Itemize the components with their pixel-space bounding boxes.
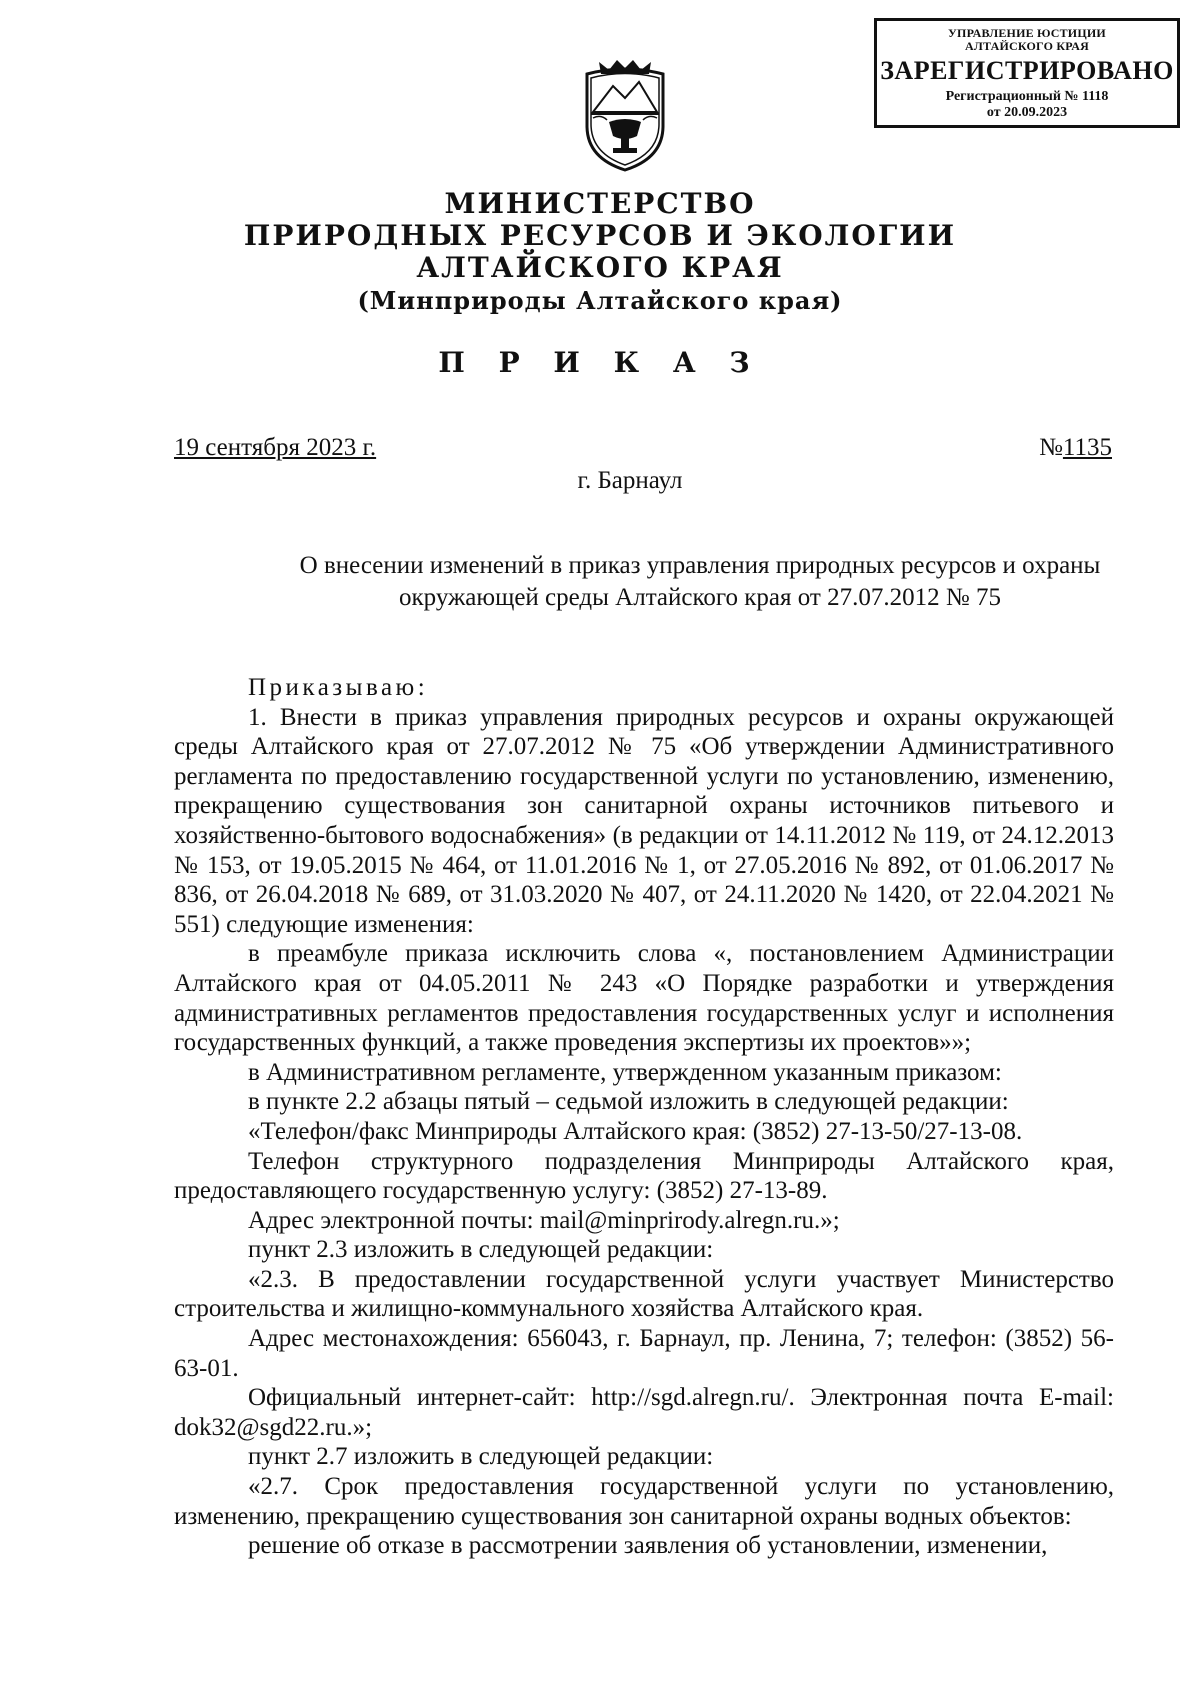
stamp-reg-date: от 20.09.2023 bbox=[986, 105, 1068, 120]
stamp-reg-number: Регистрационный № 1118 bbox=[945, 89, 1109, 104]
body-paragraph: 1. Внести в приказ управления природных ресурсов и охраны окружающей среды Алтайского края от 27.07.2012 № 75 «Об утверждении Административного регламента по предоставлению государственной услуги по установлению, изменению, прекращению существования зон санитарной охраны источников питьевого и хозяйственно-бытового водоснабжения» (в редакции от 14.11.2012 № 119, от 24.12.2013 № 153, от 19.05.2015 № 464, от 11.01.2016 № 1, от 27.05.2016 № 892, от 01.06.2017 № 836, от 26.04.2018 № 689, от 31.03.2020 № 407, от 24.11.2020 № 1420, от 22.04.2021 № 551) следующие изменения: bbox=[174, 703, 1114, 938]
document-city: г. Барнаул bbox=[577, 467, 683, 494]
body-paragraph: в Административном регламенте, утвержденном указанным приказом: bbox=[248, 1058, 1002, 1086]
document-body bbox=[174, 673, 1114, 1561]
document-number bbox=[1039, 434, 1112, 462]
body-paragraph: в преамбуле приказа исключить слова «, постановлением Администрации Алтайского края от 04.05.2011 № 243 «О Порядке разработки и утверждения административных регламентов предоставления государственных услуг и исполнения государственных функций, а также проведения экспертизы их проектов»»; bbox=[174, 940, 1114, 1057]
number-sign: № bbox=[1039, 434, 1063, 461]
body-paragraph: Адрес электронной почты: mail@minprirody.alregn.ru.»; bbox=[248, 1206, 840, 1234]
stamp-status: ЗАРЕГИСТРИРОВАНО bbox=[880, 56, 1174, 85]
ministry-name-line1: МИНИСТЕРСТВО bbox=[444, 187, 756, 220]
coat-of-arms-icon bbox=[579, 56, 671, 176]
subject-line2: окружающей среды Алтайского края от 27.07.2012 № 75 bbox=[399, 584, 1001, 611]
document-type: П Р И К А З bbox=[438, 346, 762, 379]
ministry-name-line3: АЛТАЙСКОГО КРАЯ bbox=[416, 251, 784, 284]
body-intro: Приказываю: bbox=[248, 674, 429, 701]
body-paragraph: Телефон структурного подразделения Минприроды Алтайского края, предоставляющего государственную услугу: (3852) 27-13-89. bbox=[174, 1147, 1114, 1205]
body-paragraph: «2.3. В предоставлении государственной услуги участвует Министерство строительства и жилищно-коммунального хозяйства Алтайского края. bbox=[174, 1265, 1114, 1323]
body-paragraph: в пункте 2.2 абзацы пятый – седьмой изложить в следующей редакции: bbox=[248, 1088, 1009, 1116]
body-paragraph: Официальный интернет-сайт: http://sgd.alregn.ru/. Электронная почта E-mail: dok32@sgd22.ru.»; bbox=[174, 1384, 1114, 1441]
body-paragraph: Адрес местонахождения: 656043, г. Барнаул, пр. Ленина, 7; телефон: (3852) 56-63-01. bbox=[174, 1325, 1114, 1382]
ministry-name-line2: ПРИРОДНЫХ РЕСУРСОВ И ЭКОЛОГИИ bbox=[243, 219, 957, 252]
stamp-line2: АЛТАЙСКОГО КРАЯ bbox=[965, 39, 1089, 53]
body-paragraph: пункт 2.7 изложить в следующей редакции: bbox=[248, 1443, 714, 1471]
body-paragraph: «Телефон/факс Минприроды Алтайского края: (3852) 27-13-50/27-13-08. bbox=[248, 1117, 1023, 1145]
document-date: 19 сентября 2023 г. bbox=[174, 434, 377, 461]
body-paragraph: пункт 2.3 изложить в следующей редакции: bbox=[248, 1236, 714, 1264]
body-paragraph: «2.7. Срок предоставления государственной услуги по установлению, изменению, прекращению существования зон санитарной охраны водных объектов: bbox=[174, 1473, 1114, 1530]
number-value: 1135 bbox=[1062, 434, 1112, 461]
ministry-header bbox=[0, 188, 1200, 318]
ministry-short-name: (Минприроды Алтайского края) bbox=[357, 286, 843, 315]
registration-stamp bbox=[874, 18, 1180, 128]
stamp-line1: УПРАВЛЕНИЕ ЮСТИЦИИ bbox=[948, 26, 1106, 40]
subject-line1: О внесении изменений в приказ управления природных ресурсов и охраны bbox=[299, 552, 1101, 579]
body-paragraph: решение об отказе в рассмотрении заявления об установлении, изменении, bbox=[248, 1532, 1048, 1560]
document-subject bbox=[200, 550, 1200, 614]
